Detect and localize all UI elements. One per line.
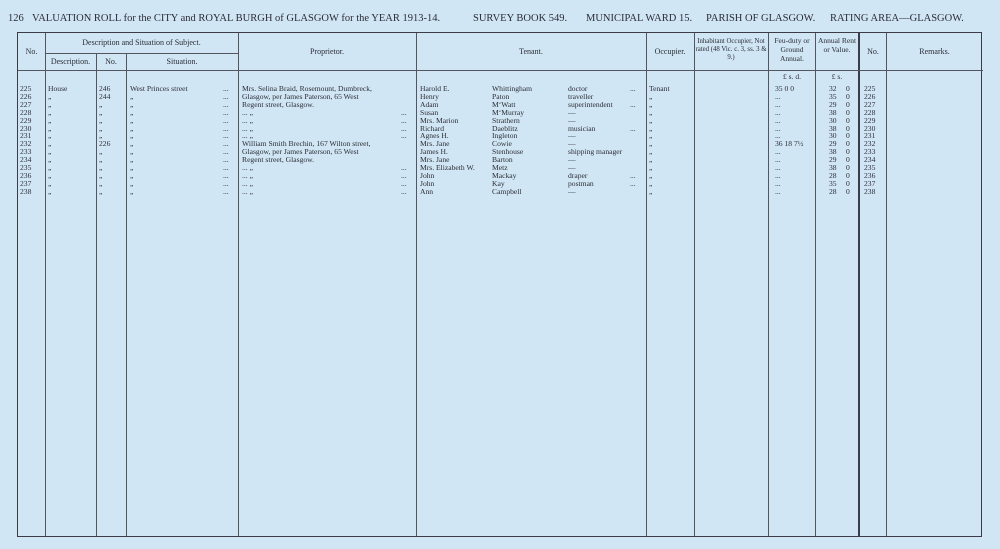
row-tenant-occupation: shipping manager: [568, 147, 623, 157]
row-proprietor-leader: ...: [401, 163, 407, 172]
table-row: [18, 188, 983, 197]
row-situation: „: [130, 163, 134, 172]
row-proprietor: ... „: [242, 123, 253, 133]
row-tenant-last: Ingleton: [492, 131, 518, 141]
row-tenant-occupation: —: [568, 115, 576, 125]
row-tenant-occupation: draper: [568, 170, 588, 180]
row-proprietor: Regent street, Glasgow.: [242, 99, 315, 109]
row-proprietor-leader: ...: [401, 178, 407, 188]
col-tenant: Tenant.: [519, 47, 543, 56]
row-situation: „: [130, 147, 134, 157]
row-proprietor-leader: ...: [401, 131, 407, 141]
row-tenant-last: Strathern: [492, 115, 520, 125]
row-street-number: 244: [99, 91, 111, 101]
col-situation: Situation.: [166, 57, 198, 66]
row-feu-duty: 36 18 7½: [775, 139, 804, 149]
row-street-number: „: [99, 131, 103, 141]
row-situation-leader: ...: [223, 147, 229, 157]
col-number: No.: [105, 57, 117, 66]
row-description: „: [48, 91, 52, 101]
row-situation-leader: ...: [223, 123, 229, 133]
feu-units: £ s. d.: [783, 72, 801, 81]
row-situation: „: [130, 123, 134, 133]
page-number: 126: [8, 13, 24, 24]
row-number-right: 231: [864, 131, 876, 141]
row-situation: „: [130, 99, 134, 109]
row-number: 225: [20, 84, 32, 93]
row-tenant-last: Kay: [492, 178, 505, 188]
row-number: 233: [20, 147, 32, 157]
row-proprietor-leader: ...: [401, 170, 407, 180]
row-rent-shillings: 0: [846, 155, 850, 165]
row-situation: „: [130, 91, 134, 101]
row-rent-shillings: 0: [846, 91, 850, 101]
row-rent-pounds: 38: [829, 107, 837, 117]
row-occupier: „: [649, 91, 653, 101]
row-rent-shillings: 0: [846, 99, 850, 109]
row-street-number: „: [99, 163, 103, 172]
row-occupier: „: [649, 107, 653, 117]
parish: PARISH OF GLASGOW.: [706, 13, 816, 24]
row-tenant-last: Stenhouse: [492, 147, 524, 157]
row-tenant-occupation: —: [568, 107, 576, 117]
row-tenant-last: Whittingham: [492, 84, 533, 93]
row-number: 226: [20, 91, 32, 101]
rent-units: £ s.: [831, 72, 843, 81]
survey-book: SURVEY BOOK 549.: [473, 13, 568, 24]
row-street-number: „: [99, 178, 103, 188]
row-street-number: „: [99, 115, 103, 125]
row-tenant-first: Richard: [420, 123, 445, 133]
row-proprietor: Glasgow, per James Paterson, 65 West: [242, 91, 359, 101]
row-tenant-first: Adam: [420, 99, 439, 109]
col-annual-rent: Annual Rent or Value.: [817, 36, 857, 54]
row-situation: „: [130, 186, 134, 196]
row-street-number: 226: [99, 139, 111, 149]
row-number: 230: [20, 123, 32, 133]
col-inhabitant: Inhabitant Occupier, Not rated (48 Vic. c. 3, ss. 3 & 9.): [695, 38, 767, 61]
col-remarks: Remarks.: [919, 47, 950, 56]
row-feu-duty: ...: [775, 163, 781, 172]
row-situation-leader: ...: [223, 155, 229, 165]
row-number-right: 230: [864, 123, 876, 133]
row-rent-pounds: 38: [829, 163, 837, 172]
row-rent-pounds: 30: [829, 131, 837, 141]
row-number-right: 235: [864, 163, 876, 172]
row-description: House: [48, 84, 68, 93]
row-situation-leader: ...: [223, 84, 229, 93]
row-proprietor-leader: ...: [401, 107, 407, 117]
row-rent-pounds: 32: [829, 84, 837, 93]
row-tenant-leader: ...: [630, 178, 636, 188]
col-desc-group: Description and Situation of Subject.: [82, 38, 201, 47]
row-rent-shillings: 0: [846, 107, 850, 117]
row-rent-pounds: 35: [829, 178, 837, 188]
row-feu-duty: ...: [775, 91, 781, 101]
row-number: 235: [20, 163, 32, 172]
row-feu-duty: ...: [775, 170, 781, 180]
row-situation: „: [130, 155, 134, 165]
row-street-number: „: [99, 99, 103, 109]
row-rent-pounds: 28: [829, 186, 837, 196]
row-tenant-leader: ...: [630, 99, 636, 109]
row-rent-shillings: 0: [846, 178, 850, 188]
row-rent-shillings: 0: [846, 115, 850, 125]
row-feu-duty: ...: [775, 123, 781, 133]
row-situation: West Princes street: [130, 84, 188, 93]
rating-area: RATING AREA—GLASGOW.: [830, 13, 964, 24]
row-proprietor: ... „: [242, 163, 253, 172]
row-rent-shillings: 0: [846, 84, 850, 93]
row-rent-pounds: 28: [829, 170, 837, 180]
row-rent-pounds: 35: [829, 91, 837, 101]
row-occupier: „: [649, 147, 653, 157]
row-proprietor: ... „: [242, 107, 253, 117]
row-number-right: 227: [864, 99, 876, 109]
row-number: 232: [20, 139, 32, 149]
row-situation-leader: ...: [223, 163, 229, 172]
row-tenant-occupation: —: [568, 131, 576, 141]
row-situation-leader: ...: [223, 186, 229, 196]
row-description: „: [48, 147, 52, 157]
col-feu-duty: Feu-duty or Ground Annual.: [774, 36, 810, 63]
row-proprietor-leader: ...: [401, 115, 407, 125]
row-situation-leader: ...: [223, 107, 229, 117]
row-tenant-occupation: superintendent: [568, 99, 613, 109]
row-proprietor: ... „: [242, 186, 253, 196]
row-proprietor-leader: ...: [401, 186, 407, 196]
row-rent-shillings: 0: [846, 123, 850, 133]
row-street-number: 246: [99, 84, 111, 93]
row-number-right: 229: [864, 115, 876, 125]
col-no: No.: [25, 47, 38, 56]
row-tenant-occupation: musician: [568, 123, 596, 133]
row-number: 234: [20, 155, 32, 165]
row-description: „: [48, 170, 52, 180]
row-tenant-occupation: —: [568, 186, 576, 196]
row-tenant-last: Paton: [492, 91, 510, 101]
row-tenant-last: Mackay: [492, 170, 517, 180]
row-street-number: „: [99, 107, 103, 117]
row-tenant-first: John: [420, 178, 435, 188]
row-feu-duty: ...: [775, 186, 781, 196]
row-description: „: [48, 115, 52, 125]
row-tenant-first: Susan: [420, 107, 439, 117]
col-description: Description.: [50, 57, 91, 66]
row-rent-pounds: 38: [829, 123, 837, 133]
row-tenant-last: M‘Watt: [492, 99, 516, 109]
row-tenant-last: Campbell: [492, 186, 522, 196]
row-tenant-first: Mrs. Jane: [420, 155, 450, 165]
row-street-number: „: [99, 186, 103, 196]
row-number: 231: [20, 131, 32, 141]
row-rent-shillings: 0: [846, 131, 850, 141]
row-description: „: [48, 123, 52, 133]
row-occupier: „: [649, 186, 653, 196]
row-number-right: 225: [864, 84, 876, 93]
col-no-right: No.: [867, 47, 879, 56]
row-number: 228: [20, 107, 32, 117]
row-situation-leader: ...: [223, 99, 229, 109]
row-description: „: [48, 155, 52, 165]
row-tenant-first: Agnes H.: [420, 131, 449, 141]
row-number-right: 228: [864, 107, 876, 117]
row-rent-pounds: 38: [829, 147, 837, 157]
row-occupier: „: [649, 178, 653, 188]
row-tenant-last: M‘Murray: [492, 107, 525, 117]
row-number: 238: [20, 186, 32, 196]
row-number: 229: [20, 115, 32, 125]
row-description: „: [48, 163, 52, 172]
row-tenant-occupation: traveller: [568, 91, 594, 101]
row-feu-duty: ...: [775, 107, 781, 117]
row-street-number: „: [99, 170, 103, 180]
row-tenant-first: Mrs. Elizabeth W.: [420, 163, 475, 172]
row-tenant-first: John: [420, 170, 435, 180]
row-situation-leader: ...: [223, 139, 229, 149]
row-situation: „: [130, 139, 134, 149]
row-proprietor-leader: ...: [401, 123, 407, 133]
row-street-number: „: [99, 147, 103, 157]
row-number-right: 238: [864, 186, 876, 196]
row-rent-shillings: 0: [846, 147, 850, 157]
row-proprietor: Mrs. Selina Braid, Rosemount, Dumbreck,: [242, 84, 372, 93]
row-occupier: „: [649, 131, 653, 141]
row-number-right: 233: [864, 147, 876, 157]
row-tenant-leader: ...: [630, 84, 636, 93]
row-number-right: 226: [864, 91, 876, 101]
row-feu-duty: ...: [775, 178, 781, 188]
row-tenant-occupation: —: [568, 163, 576, 172]
row-situation-leader: ...: [223, 131, 229, 141]
row-rent-shillings: 0: [846, 163, 850, 172]
row-description: „: [48, 99, 52, 109]
col-occupier: Occupier.: [654, 47, 686, 56]
row-number-right: 232: [864, 139, 876, 149]
row-tenant-last: Metz: [492, 163, 508, 172]
row-number-right: 234: [864, 155, 876, 165]
row-feu-duty: ...: [775, 99, 781, 109]
row-occupier: „: [649, 123, 653, 133]
row-proprietor: Regent street, Glasgow.: [242, 155, 315, 165]
row-tenant-occupation: postman: [568, 178, 594, 188]
row-occupier: Tenant: [649, 84, 670, 93]
row-tenant-first: Mrs. Jane: [420, 139, 450, 149]
row-tenant-leader: ...: [630, 123, 636, 133]
row-tenant-first: James H.: [420, 147, 448, 157]
row-number-right: 237: [864, 178, 876, 188]
row-tenant-occupation: —: [568, 155, 576, 165]
roll-title: VALUATION ROLL for the CITY and ROYAL BURGH of GLASGOW for the YEAR 1913-14.: [32, 13, 441, 24]
row-rent-pounds: 29: [829, 99, 837, 109]
row-occupier: „: [649, 139, 653, 149]
row-description: „: [48, 131, 52, 141]
row-feu-duty: ...: [775, 131, 781, 141]
row-tenant-leader: ...: [630, 170, 636, 180]
row-occupier: „: [649, 115, 653, 125]
row-rent-pounds: 29: [829, 155, 837, 165]
row-street-number: „: [99, 123, 103, 133]
row-description: „: [48, 139, 52, 149]
row-rent-shillings: 0: [846, 186, 850, 196]
row-occupier: „: [649, 170, 653, 180]
row-tenant-first: Henry: [420, 91, 439, 101]
row-proprietor: William Smith Brechin, 167 Wilton street,: [242, 139, 371, 149]
row-tenant-last: Daeblitz: [492, 123, 518, 133]
row-proprietor: Glasgow, per James Paterson, 65 West: [242, 147, 359, 157]
row-proprietor: ... „: [242, 131, 253, 141]
row-occupier: „: [649, 99, 653, 109]
row-situation-leader: ...: [223, 91, 229, 101]
row-occupier: „: [649, 155, 653, 165]
row-number-right: 236: [864, 170, 876, 180]
row-feu-duty: ...: [775, 147, 781, 157]
row-situation: „: [130, 170, 134, 180]
row-feu-duty: ...: [775, 115, 781, 125]
row-tenant-occupation: doctor: [568, 84, 588, 93]
row-situation: „: [130, 115, 134, 125]
row-proprietor: ... „: [242, 178, 253, 188]
row-situation: „: [130, 131, 134, 141]
row-number: 237: [20, 178, 32, 188]
valuation-table: [17, 32, 982, 537]
row-tenant-last: Cowie: [492, 139, 512, 149]
row-tenant-first: Mrs. Marion: [420, 115, 459, 125]
row-description: „: [48, 178, 52, 188]
col-proprietor: Proprietor.: [310, 47, 344, 56]
row-situation: „: [130, 178, 134, 188]
row-rent-shillings: 0: [846, 170, 850, 180]
row-description: „: [48, 186, 52, 196]
row-tenant-first: Harold E.: [420, 84, 450, 93]
row-rent-pounds: 29: [829, 139, 837, 149]
row-situation-leader: ...: [223, 178, 229, 188]
row-number: 227: [20, 99, 32, 109]
row-proprietor: ... „: [242, 170, 253, 180]
row-description: „: [48, 107, 52, 117]
row-rent-pounds: 30: [829, 115, 837, 125]
row-situation: „: [130, 107, 134, 117]
row-feu-duty: ...: [775, 155, 781, 165]
row-tenant-first: Ann: [420, 186, 434, 196]
row-occupier: „: [649, 163, 653, 172]
row-street-number: „: [99, 155, 103, 165]
row-tenant-last: Barton: [492, 155, 513, 165]
row-proprietor: ... „: [242, 115, 253, 125]
row-situation-leader: ...: [223, 115, 229, 125]
row-situation-leader: ...: [223, 170, 229, 180]
municipal-ward: MUNICIPAL WARD 15.: [586, 13, 693, 24]
row-number: 236: [20, 170, 32, 180]
row-tenant-occupation: —: [568, 139, 576, 149]
row-rent-shillings: 0: [846, 139, 850, 149]
row-feu-duty: 35 0 0: [775, 84, 794, 93]
